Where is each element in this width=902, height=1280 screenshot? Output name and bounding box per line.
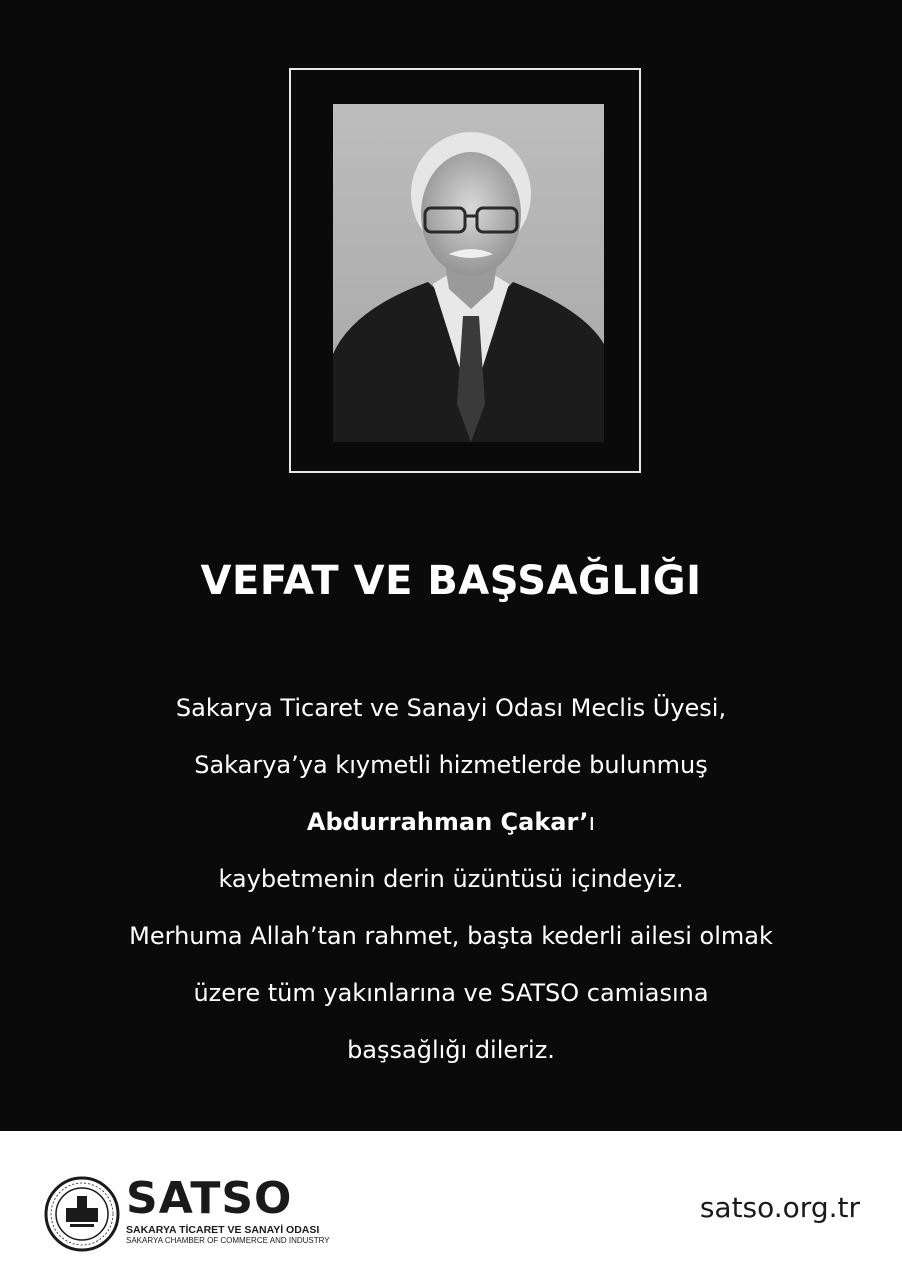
portrait-photo: [333, 104, 604, 442]
message-line-5: Merhuma Allah’tan rahmet, başta kederli ailesi olmak: [129, 922, 773, 950]
condolence-message: [0, 680, 902, 1079]
message-line-2: Sakarya’ya kıymetli hizmetlerde bulunmuş: [194, 751, 708, 779]
message-line-6: üzere tüm yakınlarına ve SATSO camiasına: [193, 979, 709, 1007]
brand-subtitle-en: SAKARYA CHAMBER OF COMMERCE AND INDUSTRY: [126, 1236, 330, 1245]
message-line-1: Sakarya Ticaret ve Sanayi Odası Meclis Üyesi,: [175, 694, 727, 722]
message-line-7: başsağlığı dileriz.: [347, 1036, 555, 1064]
brand-subtitle-tr: SAKARYA TİCARET VE SANAYİ ODASI: [126, 1224, 320, 1236]
brand-name: SATSO: [126, 1173, 293, 1224]
deceased-name: Abdurrahman Çakar’: [306, 808, 589, 836]
message-line-4: kaybetmenin derin üzüntüsü içindeyiz.: [218, 865, 684, 893]
deceased-name-suffix: ı: [588, 808, 596, 836]
message-line-3: [0, 794, 902, 851]
website-link[interactable]: satso.org.tr: [699, 1191, 860, 1224]
satso-seal-icon: [44, 1176, 120, 1252]
satso-logo-text: [126, 1173, 330, 1245]
footer-bar: [0, 1131, 902, 1280]
page-title: VEFAT VE BAŞSAĞLIĞI: [200, 558, 702, 604]
